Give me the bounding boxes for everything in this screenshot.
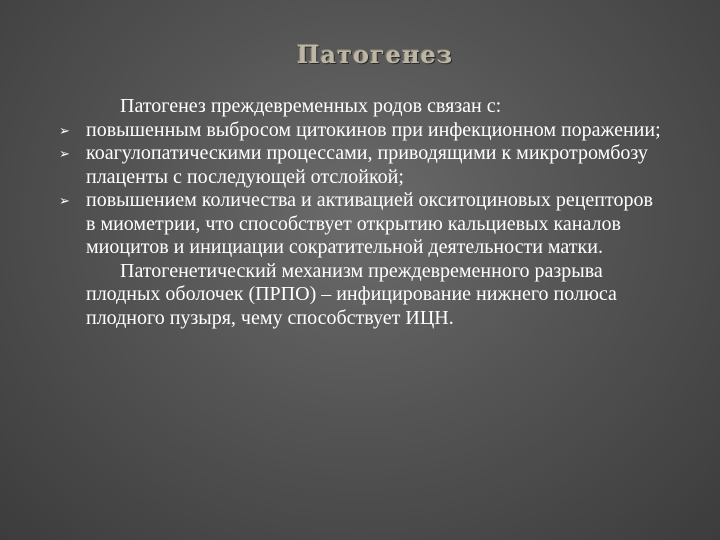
closing-paragraph: Патогенетический механизм преждевременного разрыва плодных оболочек (ПРПО) – инфицирование нижнего полюса плодного пузыря, чему способствует ИЦН. xyxy=(86,259,617,329)
arrowhead-bullet-icon: ➢ xyxy=(59,194,70,209)
arrowhead-bullet-icon: ➢ xyxy=(59,123,70,139)
slide-body xyxy=(59,95,666,330)
arrowhead-bullet-icon: ➢ xyxy=(59,147,70,162)
list-item xyxy=(59,142,666,189)
slide-title: Патогенез xyxy=(296,40,454,69)
list-item-text: повышением количества и активацией окситоциновых рецепторов в миометрии, что способствует открытию кальциевых каналов миоцитов и инициации сократительной деятельности матки. xyxy=(86,189,653,258)
list-item xyxy=(59,189,666,260)
list-item xyxy=(59,118,666,143)
list-item-text: повышенным выбросом цитокинов при инфекционном поражении; xyxy=(86,118,661,141)
list-item-text: коагулопатическими процессами, приводящими к микротромбозу плаценты с последующей отслойкой; xyxy=(86,142,648,188)
intro-paragraph: Патогенез преждевременных родов связан с: xyxy=(120,95,502,117)
bullet-list xyxy=(59,118,666,260)
